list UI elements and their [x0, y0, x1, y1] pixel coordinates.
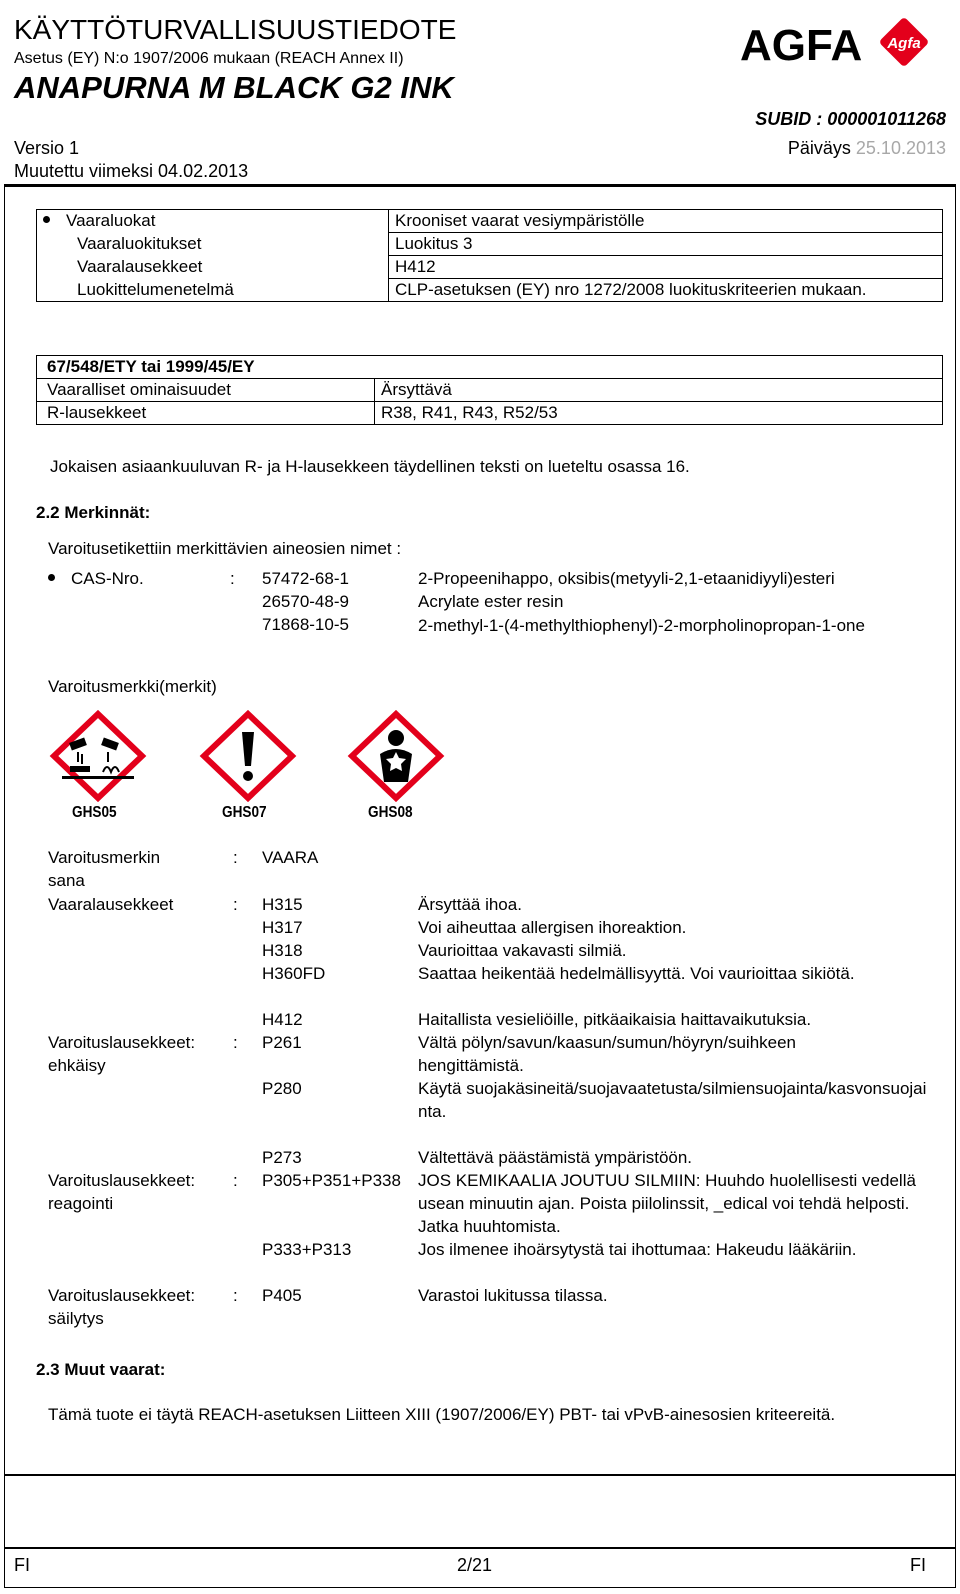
dsd-heading: 67/548/ETY tai 1999/45/EY	[37, 356, 943, 379]
table-cell	[37, 210, 389, 233]
regulation-subtitle: Asetus (EY) N:o 1907/2006 mukaan (REACH Annex II)	[14, 50, 404, 67]
full-text-note: Jokaisen asiaankuuluvan R- ja H-lausekkeen täydellinen teksti on lueteltu osassa 16.	[50, 457, 690, 476]
precaution-text: JOS KEMIKAALIA JOUTUU SILMIIN: Huuhdo huolellisesti vedellä usean minuutin ajan. Poista piilolinssit, _edical voi tehdä helposti. Jatka huuhtomista.	[418, 1171, 916, 1236]
row-label: R-lausekkeet	[37, 402, 375, 425]
section-divider	[4, 1474, 956, 1476]
row-value: Ärsyttävä	[375, 379, 943, 402]
page-number: 2/21	[457, 1555, 493, 1575]
date-label: Päiväys	[787, 138, 851, 158]
last-modified: Muutettu viimeksi 04.02.2013	[14, 161, 249, 181]
precaution-text: Käytä suojakäsineitä/suojavaatetusta/silmiensuojainta/kasvonsuojainta.	[418, 1079, 927, 1121]
pictogram-code: GHS07	[222, 804, 267, 821]
corrosion-icon	[48, 710, 148, 802]
table-row	[37, 210, 943, 233]
precaution-code: P261	[262, 1033, 302, 1052]
colon: :	[233, 1033, 238, 1052]
dsd-classification-table	[36, 355, 943, 425]
hazard-code: H360FD	[262, 964, 326, 983]
row-value: Luokitus 3	[389, 233, 943, 256]
colon: :	[233, 848, 238, 867]
row-label: Vaaraluokitukset	[37, 233, 389, 256]
precaution-code: P333+P313	[262, 1240, 352, 1259]
row-value: CLP-asetuksen (EY) nro 1272/2008 luokituskriteerien mukaan.	[389, 279, 943, 302]
pictogram-code: GHS05	[72, 804, 117, 821]
cas-number: 71868-10-5	[262, 615, 349, 634]
cas-colon: :	[230, 569, 235, 588]
ghs05-pictogram	[48, 710, 148, 825]
section-2-3-text: Tämä tuote ei täytä REACH-asetuksen Liitteen XIII (1907/2006/EY) PBT- tai vPvB-ainesosien kriteereitä.	[48, 1405, 836, 1424]
hazard-text: Haitallista vesieliöille, pitkäaikaisia haittavaikutuksia.	[418, 1010, 812, 1029]
exclamation-icon	[198, 710, 298, 802]
health-hazard-icon	[346, 710, 446, 802]
hazard-code: H318	[262, 941, 303, 960]
logo-badge-text: Agfa	[887, 35, 921, 52]
date-value: 25.10.2013	[855, 138, 946, 158]
signal-word-label: Varoitusmerkin sana	[48, 848, 161, 890]
ingredient-name: 2-Propeenihappo, oksibis(metyyli-2,1-etaanidiyyli)esteri	[418, 569, 835, 588]
precaution-text: Varastoi lukitussa tilassa.	[418, 1286, 608, 1305]
hazard-text: Vaurioittaa vakavasti silmiä.	[418, 941, 627, 960]
ingredient-name: Acrylate ester resin	[418, 592, 564, 611]
ghs08-pictogram	[346, 710, 446, 825]
table-row	[37, 256, 943, 279]
table-row	[37, 402, 943, 425]
precaution-text: Jos ilmenee ihoärsytystä tai ihottumaa: Hakeudu lääkäriin.	[418, 1240, 857, 1259]
footer-divider	[4, 1547, 956, 1549]
response-label: Varoituslausekkeet: reagointi	[48, 1171, 196, 1213]
storage-label: Varoituslausekkeet: säilytys	[48, 1286, 196, 1328]
product-name: ANAPURNA M BLACK G2 INK	[14, 70, 454, 105]
pictogram-code: GHS08	[368, 804, 413, 821]
agfa-logo	[740, 18, 948, 70]
prevention-label: Varoituslausekkeet: ehkäisy	[48, 1033, 196, 1075]
table-row	[37, 356, 943, 379]
clp-classification-table	[36, 209, 943, 302]
hazard-code: H412	[262, 1010, 303, 1029]
document-title: KÄYTTÖTURVALLISUUSTIEDOTE	[14, 14, 457, 45]
precaution-code: P405	[262, 1286, 302, 1305]
ingredient-name: 2-methyl-1-(4-methylthiophenyl)-2-morpholinopropan-1-one	[418, 616, 865, 635]
ingredients-label: Varoitusetikettiin merkittävien aineosien nimet :	[48, 539, 402, 558]
footer-language-left: FI	[14, 1555, 30, 1575]
hazard-code: H317	[262, 918, 303, 937]
logo-wordmark: AGFA	[740, 21, 863, 70]
precaution-code: P273	[262, 1148, 302, 1167]
precaution-text: Vältä pölyn/savun/kaasun/sumun/höyryn/suihkeen hengittämistä.	[418, 1033, 797, 1075]
row-label: Luokittelumenetelmä	[37, 279, 389, 302]
cas-label	[48, 568, 144, 590]
precaution-code: P280	[262, 1079, 302, 1098]
bullet-icon	[48, 574, 55, 581]
hazard-text: Voi aiheuttaa allergisen ihoreaktion.	[418, 918, 687, 937]
table-row	[37, 379, 943, 402]
row-label: Vaaraluokat	[66, 211, 156, 230]
hazard-statements-label: Vaaralausekkeet	[48, 895, 174, 914]
pictograms-label: Varoitusmerkki(merkit)	[48, 677, 217, 696]
precaution-text: Vältettävä päästämistä ympäristöön.	[418, 1148, 693, 1167]
section-2-3-title: 2.3 Muut vaarat:	[36, 1360, 166, 1379]
row-value: R38, R41, R43, R52/53	[375, 402, 943, 425]
row-label: Vaaralausekkeet	[37, 256, 389, 279]
table-row	[37, 233, 943, 256]
subid: SUBID : 000001011268	[755, 109, 946, 129]
bullet-icon	[43, 216, 50, 223]
cas-number: 57472-68-1	[262, 569, 349, 588]
colon: :	[233, 1171, 238, 1190]
row-label: Vaaralliset ominaisuudet	[37, 379, 375, 402]
version: Versio 1	[14, 138, 80, 158]
signal-word: VAARA	[262, 848, 319, 867]
precaution-code: P305+P351+P338	[262, 1171, 401, 1190]
colon: :	[233, 895, 238, 914]
cas-number: 26570-48-9	[262, 592, 349, 611]
table-row	[37, 279, 943, 302]
cas-label-text: CAS-Nro.	[71, 569, 144, 588]
section-2-2-title: 2.2 Merkinnät:	[36, 503, 151, 522]
hazard-text: Ärsyttää ihoa.	[418, 895, 522, 914]
issue-date	[788, 137, 946, 159]
footer-language-right: FI	[910, 1555, 926, 1575]
hazard-text: Saattaa heikentää hedelmällisyyttä. Voi vaurioittaa sikiötä.	[418, 964, 855, 983]
hazard-code: H315	[262, 895, 303, 914]
ghs07-pictogram	[198, 710, 298, 825]
colon: :	[233, 1286, 238, 1305]
row-value: H412	[389, 256, 943, 279]
row-value: Krooniset vaarat vesiympäristölle	[389, 210, 943, 233]
